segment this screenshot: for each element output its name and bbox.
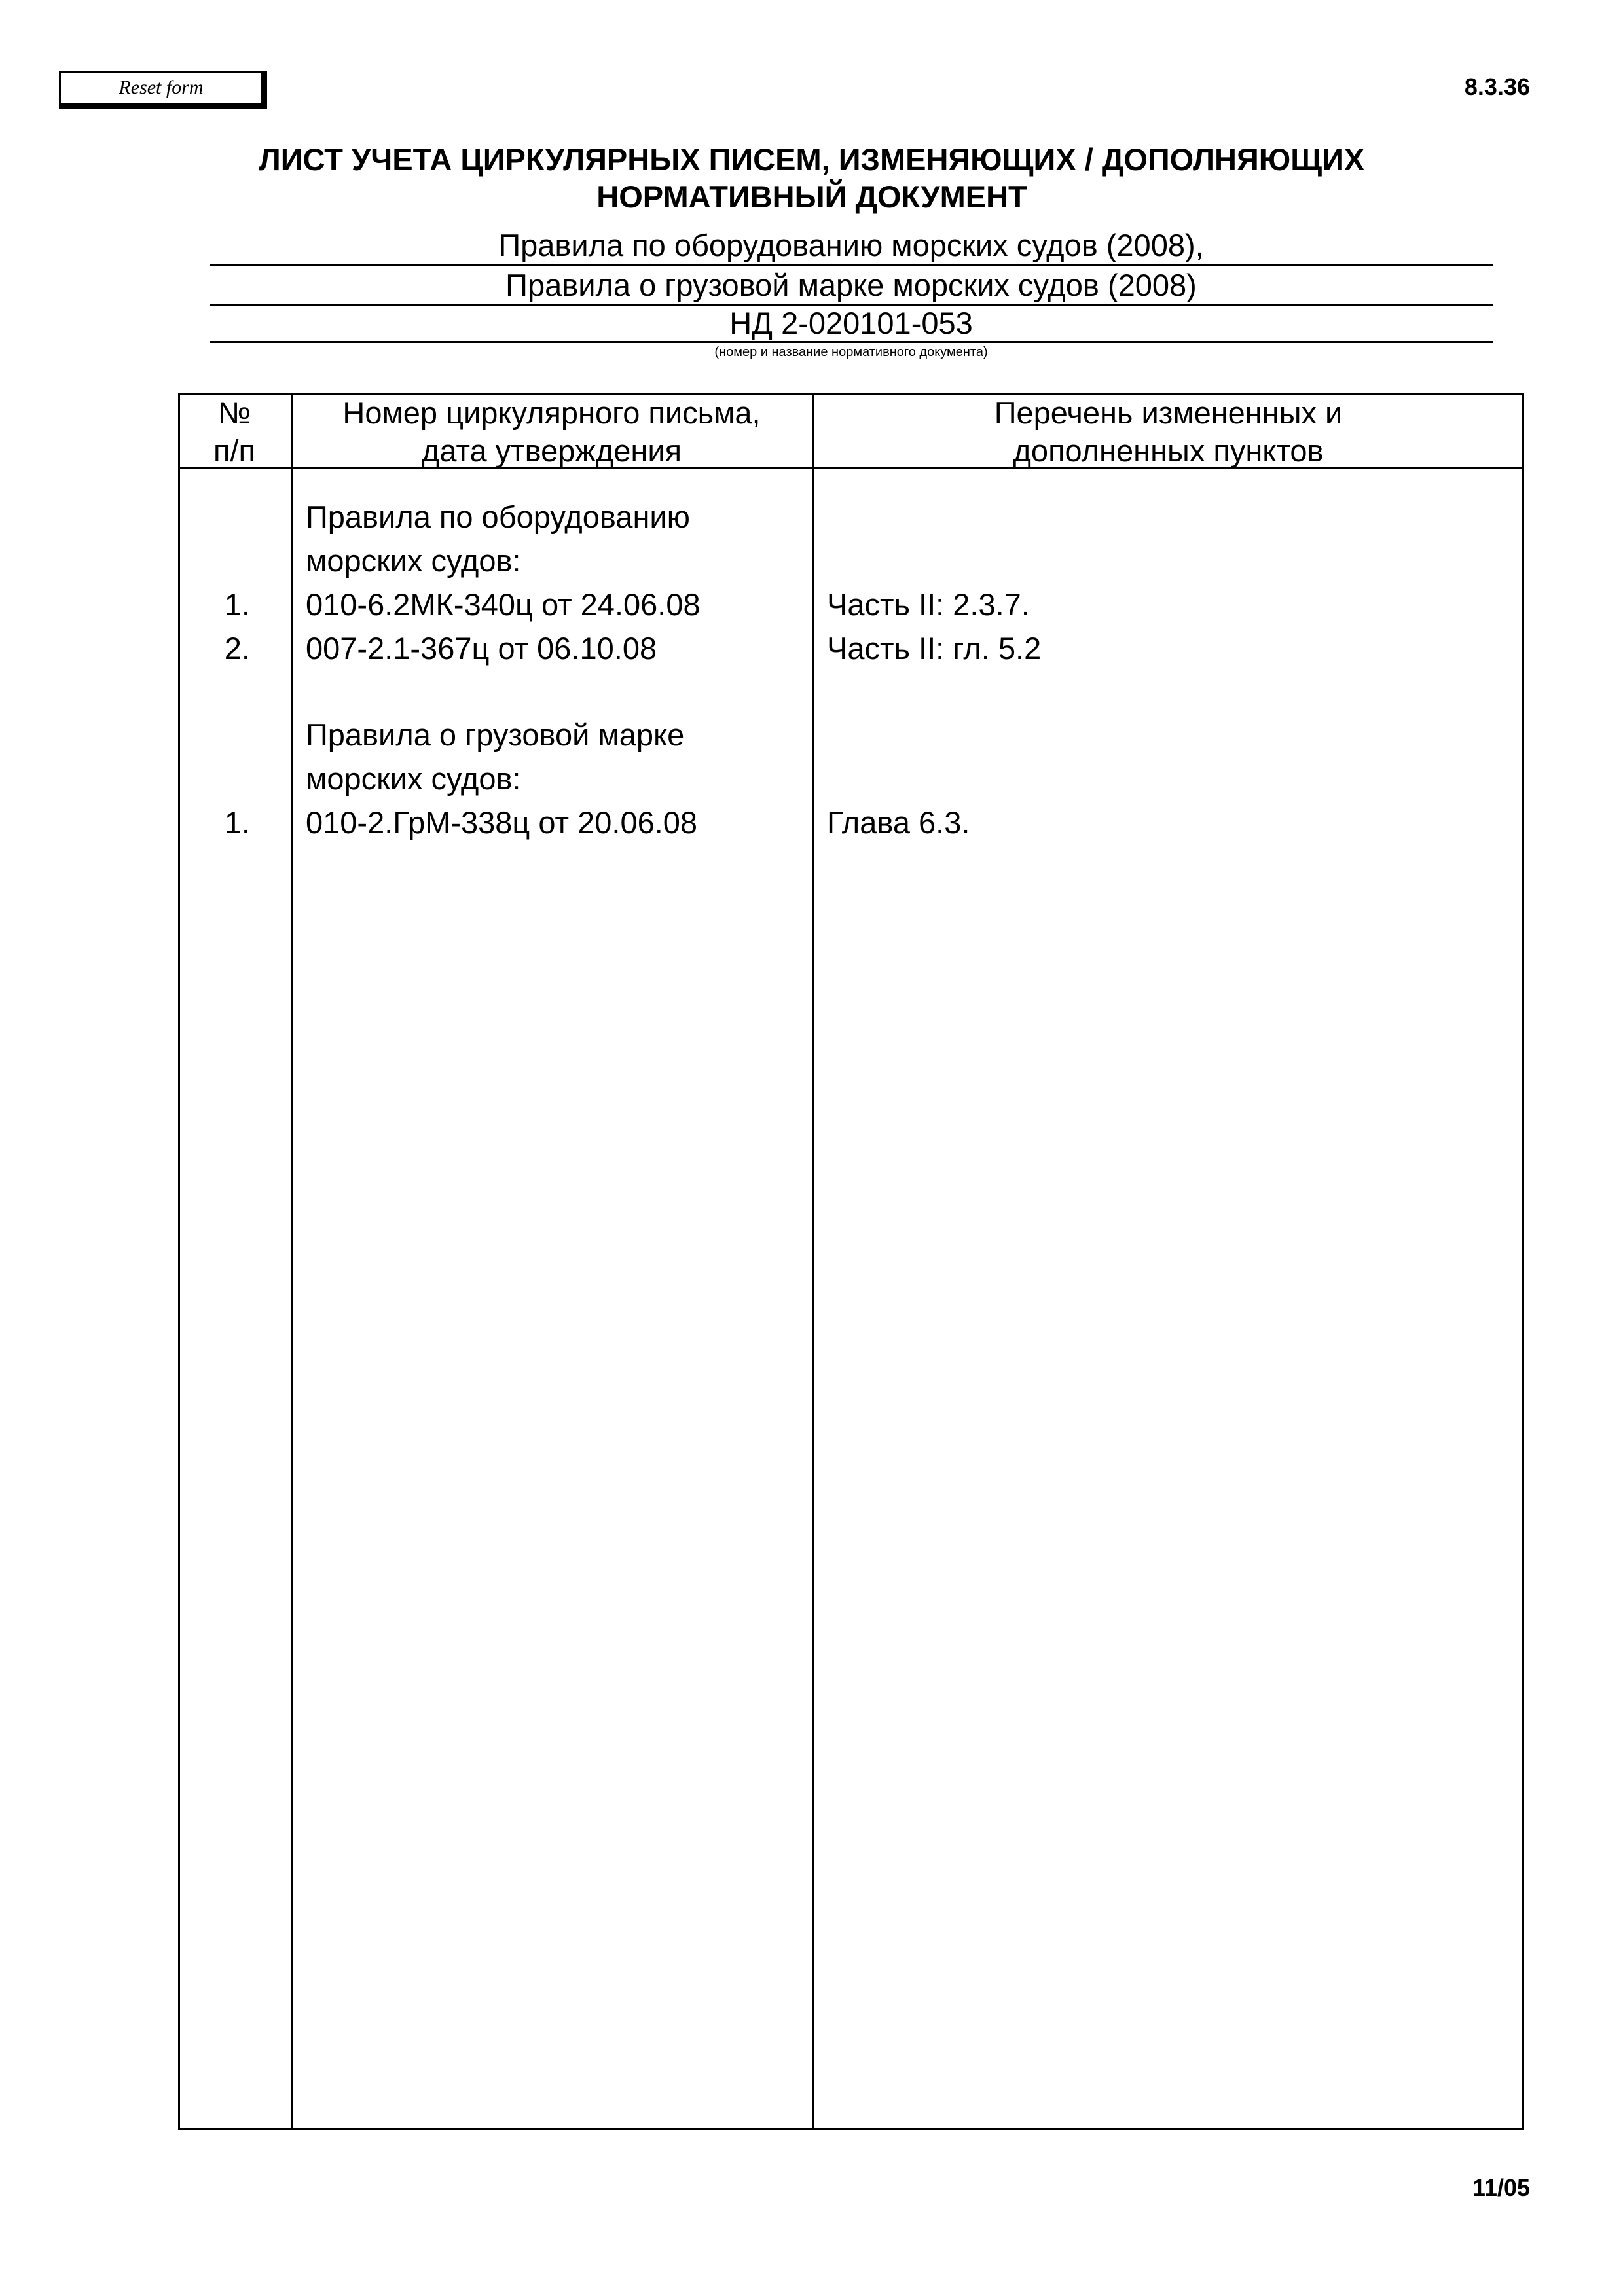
row-letter: 007-2.1-367ц от 06.10.08 [306, 631, 657, 666]
row-number: 1. [224, 587, 250, 622]
page-title-line1: ЛИСТ УЧЕТА ЦИРКУЛЯРНЫХ ПИСЕМ, ИЗМЕНЯЮЩИХ / ДОПОЛНЯЮЩИХ [259, 142, 1365, 177]
row-letter: 010-6.2МК-340ц от 24.06.08 [306, 587, 701, 622]
page-title-line2: НОРМАТИВНЫЙ ДОКУМЕНТ [596, 179, 1027, 214]
row-items: Глава 6.3. [827, 805, 970, 840]
page-code: 11/05 [1472, 2174, 1530, 2201]
row-letter: 010-2.ГрМ-338ц от 20.06.08 [306, 805, 698, 840]
row-number: 1. [224, 805, 250, 840]
reset-form-button[interactable]: Reset form [59, 71, 267, 109]
header-letter: Номер циркулярного письма, дата утверждения [342, 395, 761, 468]
document-name-line1: Правила по оборудованию морских судов (2008), [210, 227, 1493, 266]
row-number: 2. [224, 631, 250, 666]
group-title: Правила по оборудованию морских судов: [306, 499, 690, 578]
header-number: № п/п [213, 395, 255, 468]
document-name-line2: Правила о грузовой марке морских судов (2008) [210, 267, 1493, 306]
table-column-divider [812, 393, 814, 2130]
document-number: НД 2-020101-053 [210, 306, 1493, 343]
row-items: Часть II: 2.3.7. [827, 587, 1030, 622]
document-caption: (номер и название нормативного документа) [714, 345, 988, 359]
group-title: Правила о грузовой марке морских судов: [306, 717, 685, 796]
row-items: Часть II: гл. 5.2 [827, 631, 1042, 666]
header-items: Перечень измененных и дополненных пунктов [994, 395, 1343, 468]
table-column-divider [291, 393, 293, 2130]
form-code: 8.3.36 [1464, 73, 1530, 100]
